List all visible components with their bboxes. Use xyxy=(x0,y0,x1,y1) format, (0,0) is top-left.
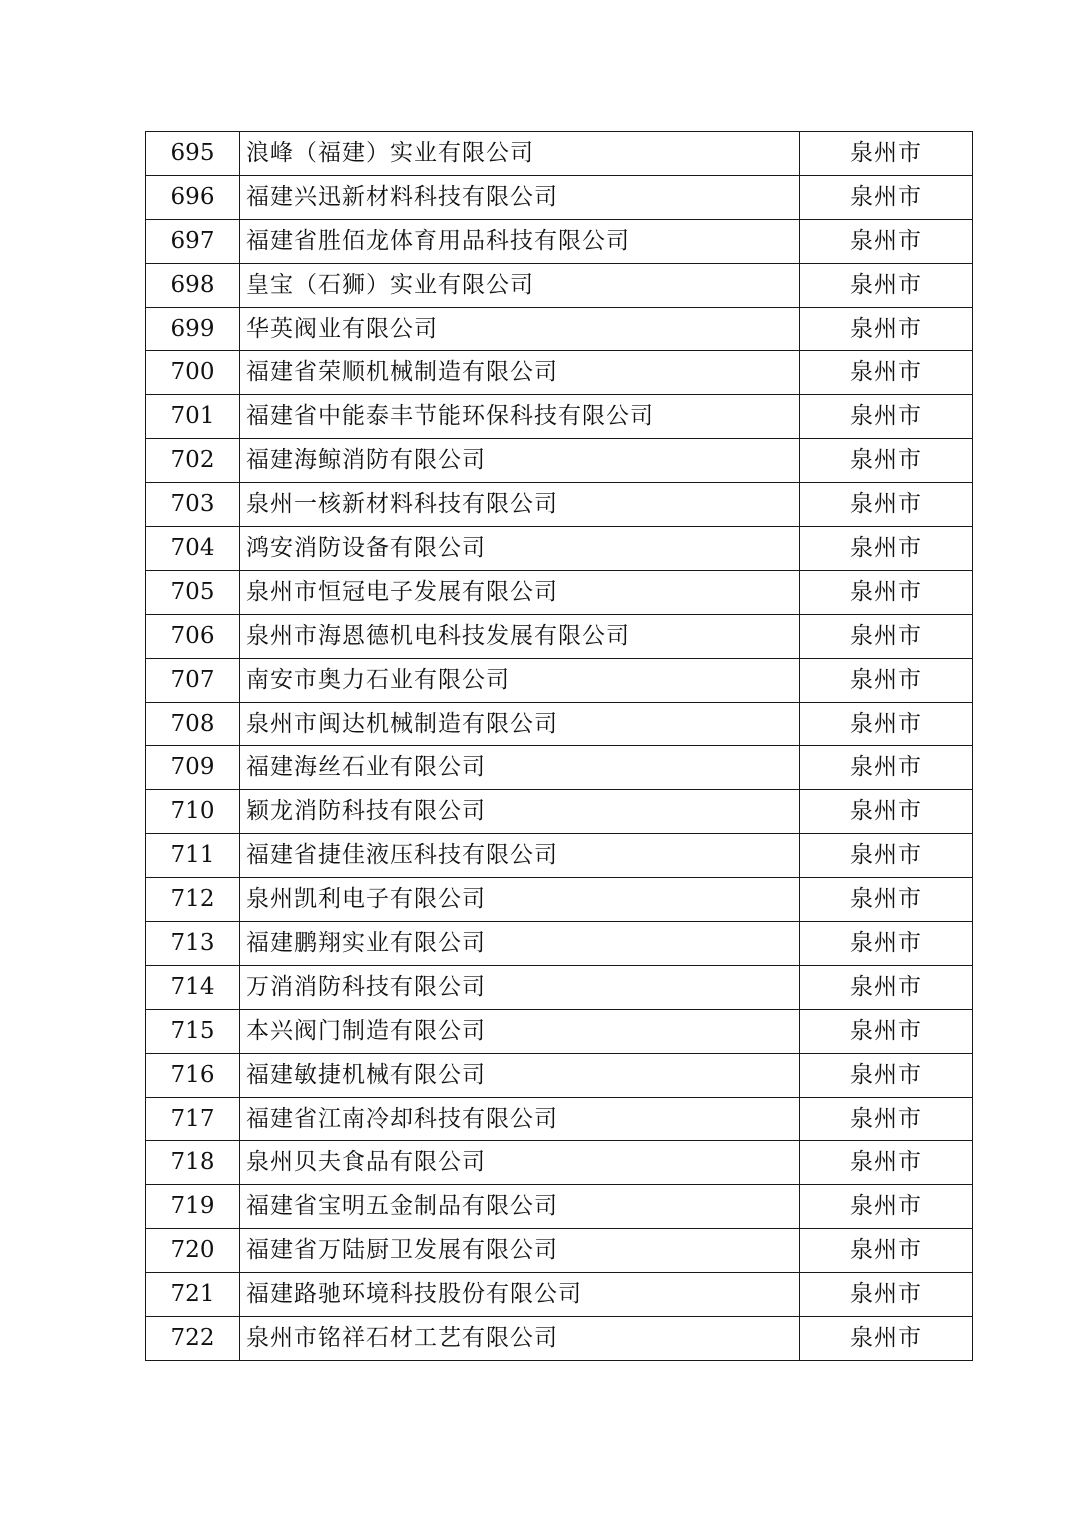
table-row xyxy=(146,1053,973,1097)
city-cell: 泉州市 xyxy=(800,132,973,176)
city-cell: 泉州市 xyxy=(800,307,973,351)
company-name-cell: 本兴阀门制造有限公司 xyxy=(240,1009,800,1053)
table-row xyxy=(146,1229,973,1273)
company-name-cell: 颖龙消防科技有限公司 xyxy=(240,790,800,834)
row-number-cell: 697 xyxy=(146,219,240,263)
company-name-cell: 泉州一核新材料科技有限公司 xyxy=(240,483,800,527)
row-number-cell: 709 xyxy=(146,746,240,790)
company-name-cell: 福建路驰环境科技股份有限公司 xyxy=(240,1273,800,1317)
city-cell: 泉州市 xyxy=(800,878,973,922)
city-cell: 泉州市 xyxy=(800,570,973,614)
row-number-cell: 717 xyxy=(146,1097,240,1141)
company-name-cell: 福建省万陆厨卫发展有限公司 xyxy=(240,1229,800,1273)
table-row xyxy=(146,219,973,263)
city-cell: 泉州市 xyxy=(800,922,973,966)
row-number-cell: 721 xyxy=(146,1273,240,1317)
company-name-cell: 福建省捷佳液压科技有限公司 xyxy=(240,834,800,878)
company-name-cell: 泉州凯利电子有限公司 xyxy=(240,878,800,922)
row-number-cell: 704 xyxy=(146,527,240,571)
row-number-cell: 716 xyxy=(146,1053,240,1097)
company-name-cell: 浪峰（福建）实业有限公司 xyxy=(240,132,800,176)
company-name-cell: 福建省胜佰龙体育用品科技有限公司 xyxy=(240,219,800,263)
table-row xyxy=(146,878,973,922)
city-cell: 泉州市 xyxy=(800,1229,973,1273)
table-row xyxy=(146,922,973,966)
row-number-cell: 713 xyxy=(146,922,240,966)
city-cell: 泉州市 xyxy=(800,1185,973,1229)
city-cell: 泉州市 xyxy=(800,219,973,263)
row-number-cell: 699 xyxy=(146,307,240,351)
city-cell: 泉州市 xyxy=(800,1317,973,1361)
company-name-cell: 福建省荣顺机械制造有限公司 xyxy=(240,351,800,395)
city-cell: 泉州市 xyxy=(800,263,973,307)
row-number-cell: 702 xyxy=(146,439,240,483)
row-number-cell: 715 xyxy=(146,1009,240,1053)
table-row xyxy=(146,746,973,790)
city-cell: 泉州市 xyxy=(800,702,973,746)
table-row xyxy=(146,175,973,219)
table-row xyxy=(146,351,973,395)
table-row xyxy=(146,1141,973,1185)
city-cell: 泉州市 xyxy=(800,746,973,790)
table-row xyxy=(146,790,973,834)
city-cell: 泉州市 xyxy=(800,1097,973,1141)
row-number-cell: 714 xyxy=(146,965,240,1009)
row-number-cell: 719 xyxy=(146,1185,240,1229)
table-body xyxy=(146,132,973,1361)
company-name-cell: 福建海丝石业有限公司 xyxy=(240,746,800,790)
company-name-cell: 福建省宝明五金制品有限公司 xyxy=(240,1185,800,1229)
city-cell: 泉州市 xyxy=(800,1053,973,1097)
city-cell: 泉州市 xyxy=(800,834,973,878)
city-cell: 泉州市 xyxy=(800,658,973,702)
company-name-cell: 福建省中能泰丰节能环保科技有限公司 xyxy=(240,395,800,439)
row-number-cell: 698 xyxy=(146,263,240,307)
company-name-cell: 泉州市海恩德机电科技发展有限公司 xyxy=(240,614,800,658)
company-name-cell: 福建敏捷机械有限公司 xyxy=(240,1053,800,1097)
table-row xyxy=(146,834,973,878)
row-number-cell: 708 xyxy=(146,702,240,746)
row-number-cell: 710 xyxy=(146,790,240,834)
row-number-cell: 703 xyxy=(146,483,240,527)
company-name-cell: 鸿安消防设备有限公司 xyxy=(240,527,800,571)
city-cell: 泉州市 xyxy=(800,351,973,395)
city-cell: 泉州市 xyxy=(800,614,973,658)
company-list-table xyxy=(145,131,973,1361)
company-name-cell: 皇宝（石狮）实业有限公司 xyxy=(240,263,800,307)
company-name-cell: 福建鹏翔实业有限公司 xyxy=(240,922,800,966)
table-row xyxy=(146,965,973,1009)
row-number-cell: 701 xyxy=(146,395,240,439)
row-number-cell: 712 xyxy=(146,878,240,922)
row-number-cell: 706 xyxy=(146,614,240,658)
table-row xyxy=(146,1273,973,1317)
company-name-cell: 泉州市铭祥石材工艺有限公司 xyxy=(240,1317,800,1361)
row-number-cell: 720 xyxy=(146,1229,240,1273)
city-cell: 泉州市 xyxy=(800,1273,973,1317)
row-number-cell: 696 xyxy=(146,175,240,219)
table-row xyxy=(146,658,973,702)
company-name-cell: 泉州市闽达机械制造有限公司 xyxy=(240,702,800,746)
table-row xyxy=(146,483,973,527)
city-cell: 泉州市 xyxy=(800,1009,973,1053)
table-row xyxy=(146,307,973,351)
table-row xyxy=(146,439,973,483)
row-number-cell: 707 xyxy=(146,658,240,702)
city-cell: 泉州市 xyxy=(800,439,973,483)
row-number-cell: 722 xyxy=(146,1317,240,1361)
company-name-cell: 福建海鲸消防有限公司 xyxy=(240,439,800,483)
company-name-cell: 南安市奥力石业有限公司 xyxy=(240,658,800,702)
table-row xyxy=(146,263,973,307)
city-cell: 泉州市 xyxy=(800,395,973,439)
city-cell: 泉州市 xyxy=(800,175,973,219)
row-number-cell: 718 xyxy=(146,1141,240,1185)
table-row xyxy=(146,1317,973,1361)
table-row xyxy=(146,1097,973,1141)
city-cell: 泉州市 xyxy=(800,483,973,527)
table-row xyxy=(146,614,973,658)
row-number-cell: 711 xyxy=(146,834,240,878)
table-row xyxy=(146,1009,973,1053)
table-row xyxy=(146,395,973,439)
table-row xyxy=(146,527,973,571)
company-name-cell: 泉州贝夫食品有限公司 xyxy=(240,1141,800,1185)
row-number-cell: 705 xyxy=(146,570,240,614)
table-row xyxy=(146,702,973,746)
city-cell: 泉州市 xyxy=(800,965,973,1009)
company-name-cell: 万消消防科技有限公司 xyxy=(240,965,800,1009)
company-name-cell: 泉州市恒冠电子发展有限公司 xyxy=(240,570,800,614)
row-number-cell: 695 xyxy=(146,132,240,176)
company-name-cell: 华英阀业有限公司 xyxy=(240,307,800,351)
city-cell: 泉州市 xyxy=(800,790,973,834)
company-name-cell: 福建兴迅新材料科技有限公司 xyxy=(240,175,800,219)
table-row xyxy=(146,132,973,176)
city-cell: 泉州市 xyxy=(800,527,973,571)
company-name-cell: 福建省江南冷却科技有限公司 xyxy=(240,1097,800,1141)
city-cell: 泉州市 xyxy=(800,1141,973,1185)
table-row xyxy=(146,570,973,614)
table-row xyxy=(146,1185,973,1229)
row-number-cell: 700 xyxy=(146,351,240,395)
